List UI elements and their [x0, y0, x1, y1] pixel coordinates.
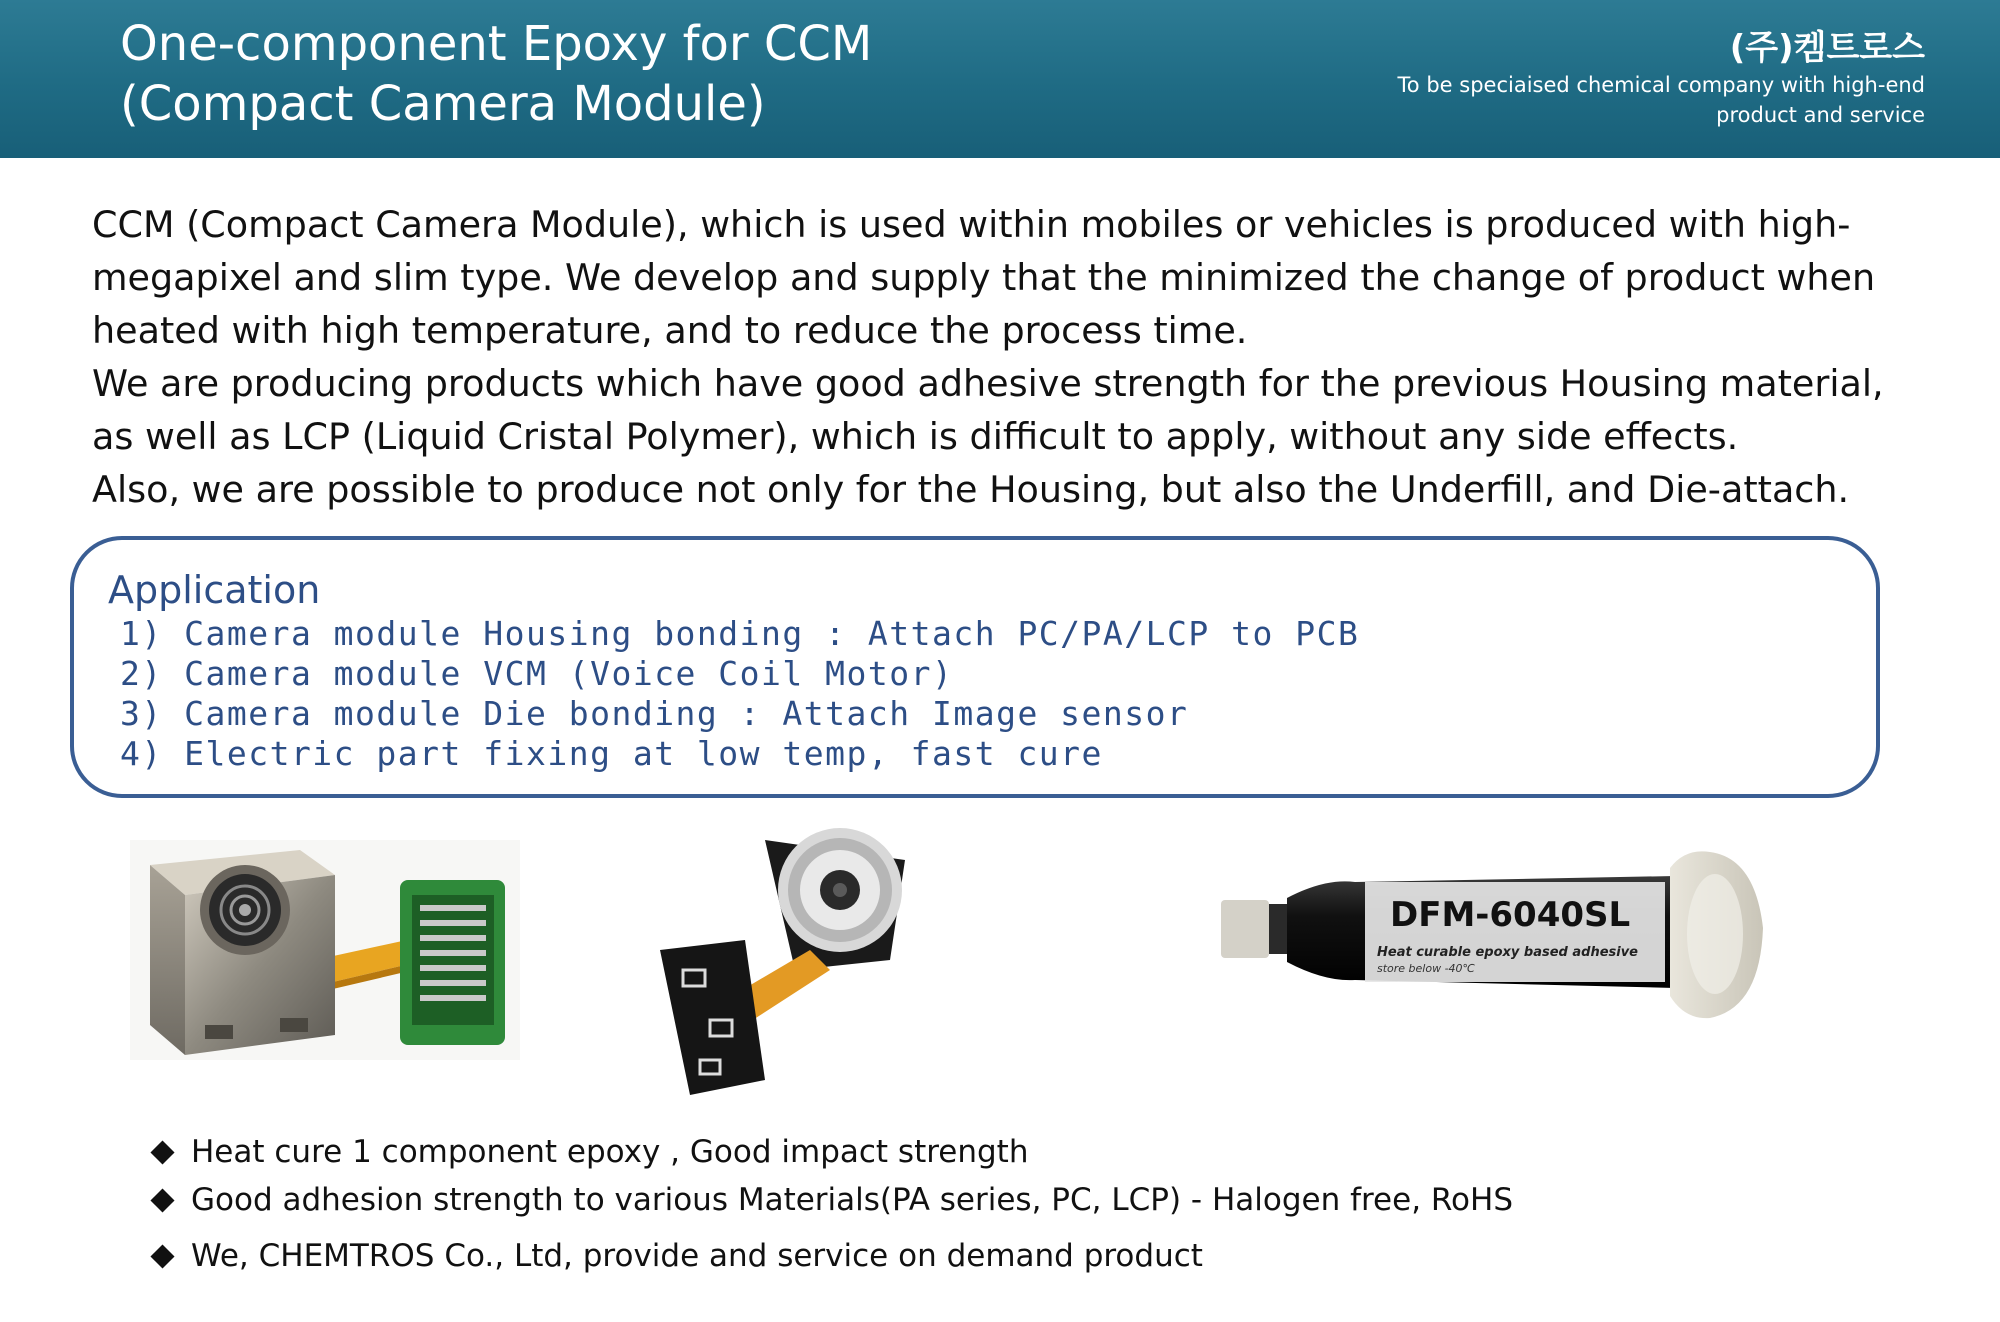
feature-item: [150, 1176, 1513, 1224]
diamond-bullet-icon: [150, 1140, 174, 1164]
application-list: [120, 614, 1359, 774]
header-banner: [0, 0, 2000, 158]
diamond-bullet-icon: [150, 1244, 174, 1268]
title-line-1: One-component Epoxy for CCM: [120, 16, 873, 72]
intro-line: Also, we are possible to produce not only for the Housing, but also the Underfill, and Die-attach.: [92, 468, 1850, 511]
title-line-2: (Compact Camera Module): [120, 76, 766, 132]
intro-line: We are producing products which have good adhesive strength for the previous Housing material,: [92, 362, 1884, 405]
company-tagline: To be speciaised chemical company with high-end product and service: [1397, 73, 1925, 127]
camera-module-image: [130, 840, 520, 1060]
feature-text: Heat cure 1 component epoxy , Good impact strength: [191, 1134, 1029, 1170]
syringe-subtext: Heat curable epoxy based adhesive: [1377, 945, 1638, 960]
company-name: (주)켐트로스: [1729, 28, 1925, 68]
camera-module-photo: [130, 840, 520, 1060]
company-block: [1365, 26, 1925, 130]
intro-line: heated with high temperature, and to reduce the process time.: [92, 309, 1248, 352]
application-item: 1) Camera module Housing bonding : Attach PC/PA/LCP to PCB: [120, 614, 1360, 653]
application-item: 2) Camera module VCM (Voice Coil Motor): [120, 654, 954, 693]
epoxy-syringe-photo: [1215, 848, 1775, 1023]
diamond-bullet-icon: [150, 1188, 174, 1212]
intro-line: CCM (Compact Camera Module), which is used within mobiles or vehicles is produced with high-: [92, 203, 1851, 246]
feature-text: Good adhesion strength to various Materials(PA series, PC, LCP) - Halogen free, RoHS: [191, 1182, 1514, 1218]
syringe-label: DFM-6040SL: [1390, 895, 1631, 935]
syringe-image: [1215, 848, 1775, 1023]
application-item: 3) Camera module Die bonding : Attach Image sensor: [120, 694, 1189, 733]
feature-item: [150, 1232, 1513, 1280]
application-box: [70, 536, 1880, 798]
intro-line: as well as LCP (Liquid Cristal Polymer), which is difficult to apply, without any side effects.: [92, 415, 1739, 458]
feature-text: We, CHEMTROS Co., Ltd, provide and service on demand product: [191, 1238, 1203, 1274]
intro-paragraph: [92, 198, 1972, 516]
page-title: [120, 14, 872, 134]
application-item: 4) Electric part fixing at low temp, fast cure: [120, 734, 1103, 773]
feature-list: [150, 1128, 1513, 1280]
camera-lens-photo: [655, 820, 925, 1105]
intro-line: megapixel and slim type. We develop and supply that the minimized the change of product when: [92, 256, 1876, 299]
application-title: Application: [108, 568, 321, 612]
feature-item: [150, 1128, 1513, 1176]
syringe-storage: store below -40℃: [1377, 962, 1475, 975]
camera-lens-image: [655, 820, 925, 1105]
